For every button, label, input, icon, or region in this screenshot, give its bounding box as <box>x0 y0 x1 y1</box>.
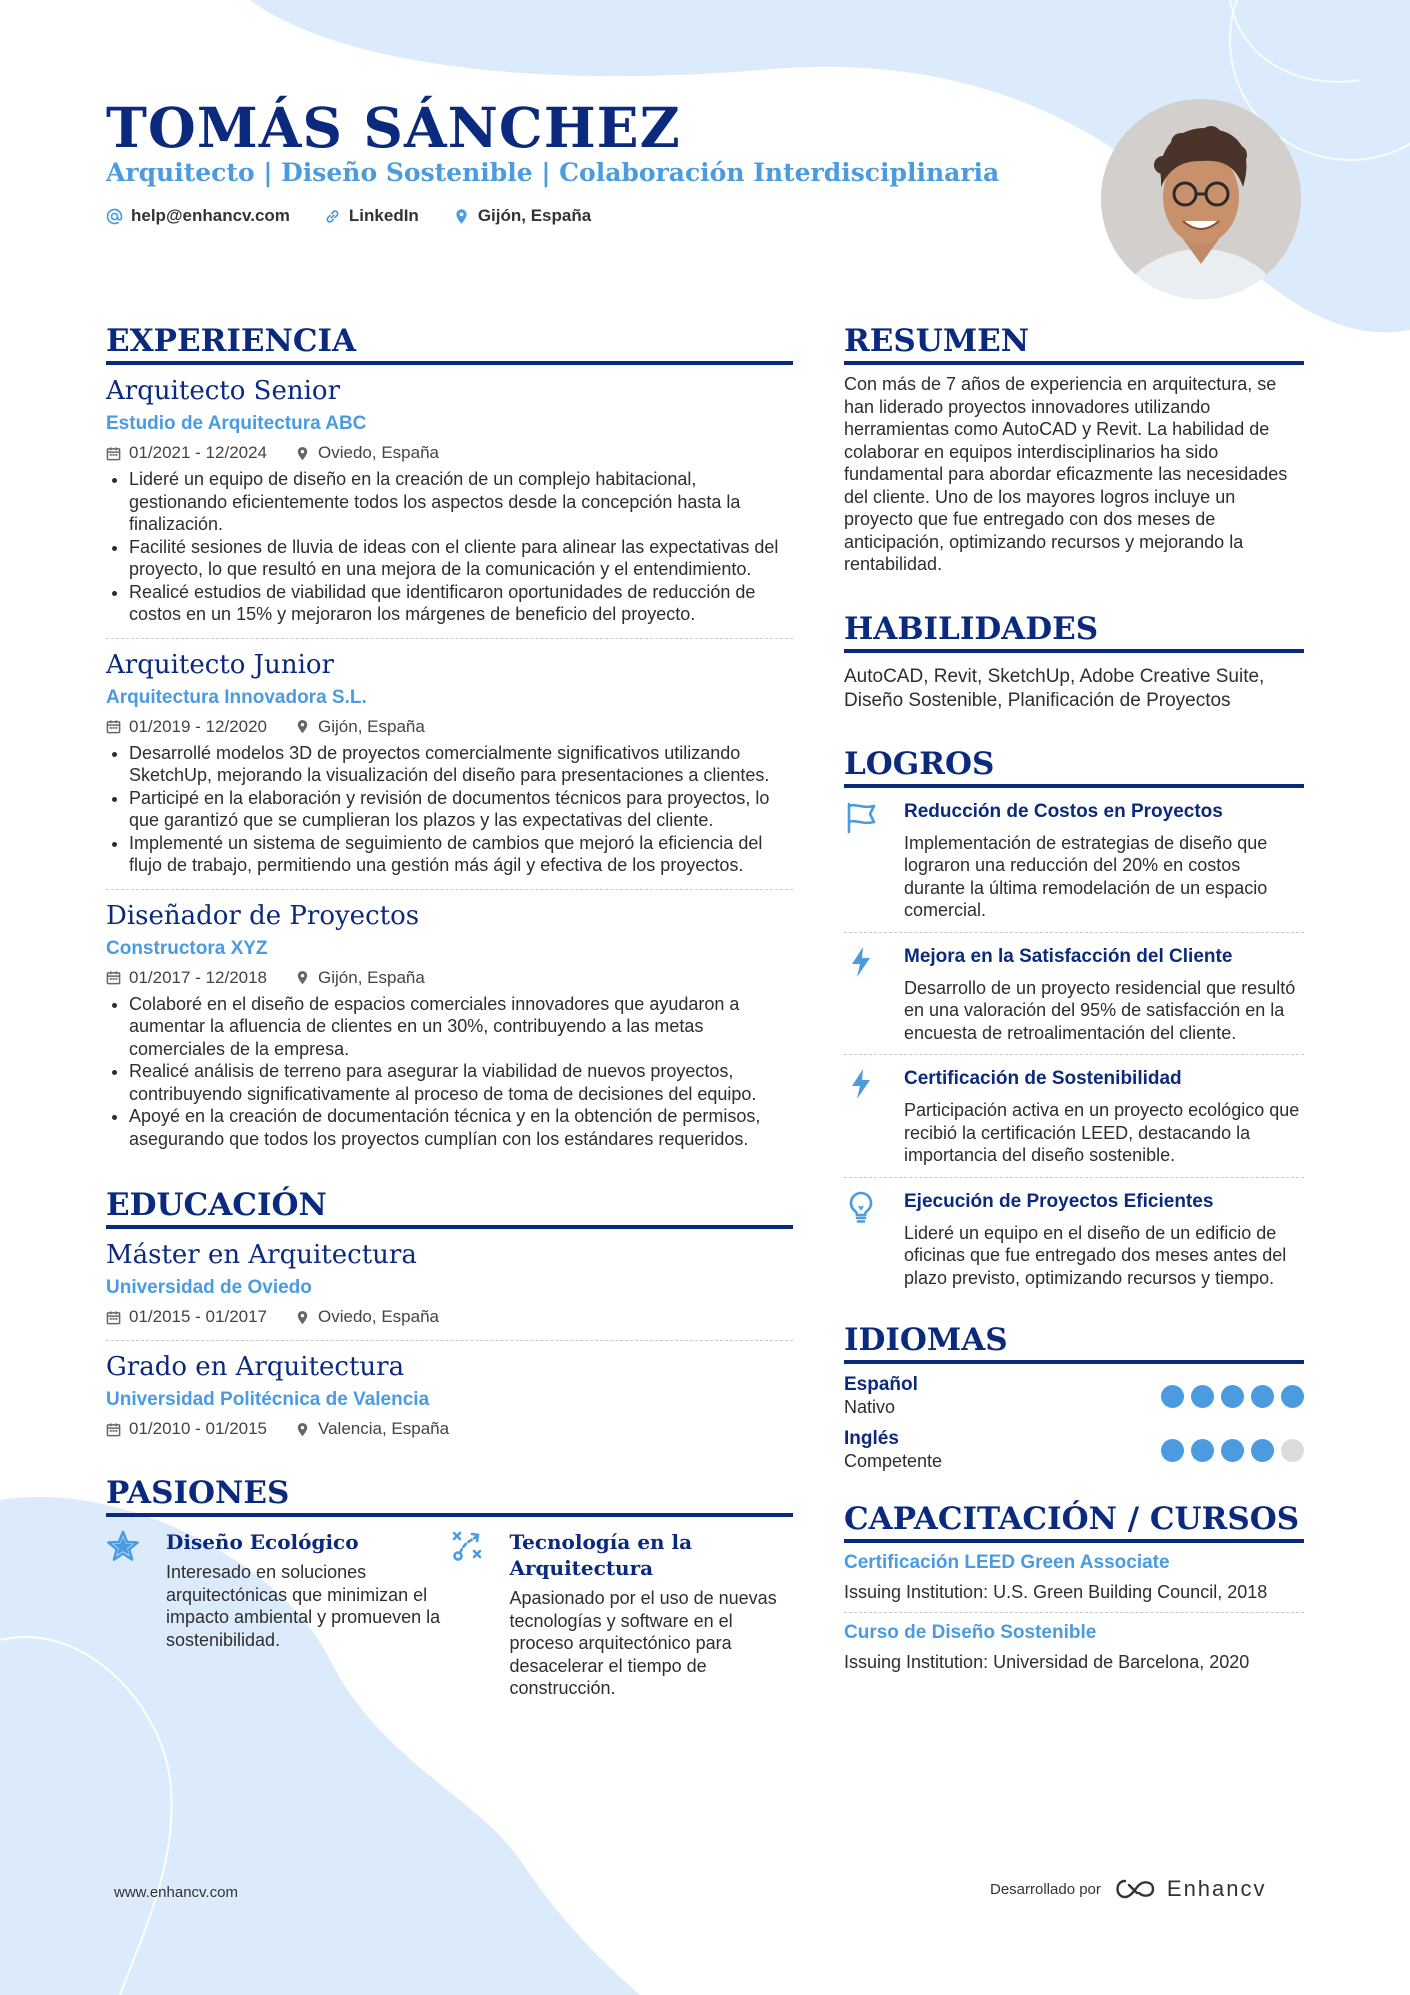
brand-name: Enhancv <box>1166 1876 1267 1901</box>
linkedin-text: LinkedIn <box>348 206 419 225</box>
language-rating <box>1161 1385 1304 1408</box>
job-dates: 01/2019 - 12/2020 <box>129 716 268 736</box>
achievement-item <box>844 1055 1304 1178</box>
calendar-icon <box>106 970 121 985</box>
bullet-list <box>106 742 793 877</box>
job-title: Diseñador de Proyectos <box>106 900 420 931</box>
email-text: help@enhancv.com <box>131 206 290 225</box>
experience-item <box>106 890 793 1163</box>
headline: Arquitecto | Diseño Sostenible | Colaboración Interdisciplinaria <box>106 158 1000 187</box>
rating-dot <box>1251 1439 1274 1462</box>
at-icon <box>106 208 123 225</box>
location-pin-icon <box>295 446 310 461</box>
strategy-icon <box>450 1529 484 1563</box>
passion-item <box>106 1529 450 1700</box>
experience-bullet: • Implementé un sistema de seguimiento de cambios que mejoró la eficiencia del flujo de trabajo, permitiendo una gestión más ágil y efectiva de los proyectos. <box>129 832 793 877</box>
experience-bullet: • Facilité sesiones de lluvia de ideas con el cliente para alinear las expectativas del proyecto, lo que resultó en una mejora de la comunicación y el entendimiento. <box>129 536 793 581</box>
experience-bullet: • Apoyé en la creación de documentación técnica y en la obtención de permisos, asegurando que todos los proyectos cumplían con los estándares requeridos. <box>129 1105 793 1150</box>
achievement-title: Mejora en la Satisfacción del Cliente <box>904 945 1233 967</box>
calendar-icon <box>106 719 121 734</box>
course-title: Certificación LEED Green Associate <box>844 1552 1170 1573</box>
experience-bullet: • Desarrollé modelos 3D de proyectos comercialmente significativos utilizando SketchUp, mejorando la visualización del diseño para presentaciones a clientes. <box>129 742 793 787</box>
footer-branding <box>990 1876 1267 1902</box>
education-dates: 01/2010 - 01/2015 <box>129 1419 268 1438</box>
achievement-title: Certificación de Sostenibilidad <box>904 1068 1182 1089</box>
passions-list <box>106 1529 793 1700</box>
achievement-desc: Participación activa en un proyecto ecológico que recibió la certificación LEED, destacando la importancia del diseño sostenible. <box>904 1100 1300 1165</box>
experience-item <box>106 365 793 639</box>
company-name: Estudio de Arquitectura ABC <box>106 413 367 434</box>
rating-dot <box>1281 1439 1304 1462</box>
education-location: Oviedo, España <box>318 1307 439 1326</box>
passion-desc: Interesado en soluciones arquitectónicas que minimizan el impacto ambiental y promueven la sostenibilidad. <box>166 1562 441 1650</box>
course-title: Curso de Diseño Sostenible <box>844 1622 1097 1643</box>
link-icon <box>324 208 341 225</box>
passion-title: Diseño Ecológico <box>166 1530 359 1554</box>
school-name: Universidad de Oviedo <box>106 1277 312 1298</box>
job-title: Arquitecto Junior <box>106 649 334 680</box>
experience-bullet: • Colaboré en el diseño de espacios comerciales innovadores que ayudaron a aumentar la afluencia de clientes en un 30%, contribuyendo a las metas comerciales de la empresa. <box>129 993 793 1061</box>
experience-item <box>106 639 793 890</box>
bullet-list <box>106 993 793 1151</box>
passions-heading: PASIONES <box>106 1474 793 1517</box>
school-name: Universidad Politécnica de Valencia <box>106 1389 430 1410</box>
education-meta <box>106 1306 793 1328</box>
contact-linkedin[interactable] <box>324 206 419 226</box>
language-level: Competente <box>844 1451 943 1471</box>
rating-dot <box>1191 1385 1214 1408</box>
job-location: Gijón, España <box>318 716 425 736</box>
footer-website[interactable]: www.enhancv.com <box>114 1884 238 1901</box>
achievement-item <box>844 933 1304 1056</box>
rating-dot <box>1281 1385 1304 1408</box>
lightbulb-icon <box>844 1190 878 1224</box>
contact-bar <box>106 206 591 226</box>
experience-heading: EXPERIENCIA <box>106 322 793 365</box>
achievement-title: Reducción de Costos en Proyectos <box>904 800 1223 822</box>
skills-text: AutoCAD, Revit, SketchUp, Adobe Creative Suite, Diseño Sostenible, Planificación de Proyectos <box>844 665 1265 711</box>
rating-dot <box>1161 1385 1184 1408</box>
left-column <box>106 322 793 1700</box>
location-pin-icon <box>295 719 310 734</box>
location-pin-icon <box>453 208 470 225</box>
location-pin-icon <box>295 970 310 985</box>
achievement-desc: Implementación de estrategias de diseño que lograron una reducción del 20% en costos durante la última remodelación de un espacio comercial. <box>904 832 1268 920</box>
rating-dot <box>1221 1385 1244 1408</box>
job-location: Oviedo, España <box>318 443 439 462</box>
flag-icon <box>844 800 878 834</box>
enhancv-logo-icon <box>1111 1877 1157 1901</box>
job-meta <box>106 442 793 464</box>
experience-bullet: • Realicé análisis de terreno para asegurar la viabilidad de nuevos proyectos, contribuyendo significativamente al proceso de toma de decisiones del equipo. <box>129 1060 793 1105</box>
summary-text: Con más de 7 años de experiencia en arquitectura, se han liderado proyectos innovadores utilizando herramientas como AutoCAD y Revit. La habilidad de colaborar en equipos interdisciplinarios ha sido fundamental para abordar eficazmente las necesidades del cliente. Uno de los mayores logros incluye un proyecto que fue entregado con dos meses de anticipación, optimizando recursos y mejorando la rentabilidad. <box>844 374 1288 574</box>
education-item <box>106 1341 793 1452</box>
course-institution: Issuing Institution: U.S. Green Building Council, 2018 <box>844 1582 1268 1602</box>
achievement-desc: Desarrollo de un proyecto residencial que resultó en una valoración del 95% de satisfacción en la encuesta de retroalimentación del cliente. <box>904 977 1296 1043</box>
job-title: Arquitecto Senior <box>106 376 341 406</box>
contact-location <box>453 206 591 226</box>
achievement-title: Ejecución de Proyectos Eficientes <box>904 1190 1214 1212</box>
location-pin-icon <box>295 1310 310 1325</box>
achievement-desc: Lideré un equipo en el diseño de un edificio de oficinas que fue entregado dos meses antes del plazo previsto, optimizando recursos y tiempo. <box>904 1222 1287 1288</box>
rating-dot <box>1251 1385 1274 1408</box>
job-meta <box>106 716 793 738</box>
language-item <box>844 1428 1304 1472</box>
job-dates: 01/2021 - 12/2024 <box>129 443 268 462</box>
job-location: Gijón, España <box>318 967 425 987</box>
rating-dot <box>1161 1439 1184 1462</box>
skills-heading: HABILIDADES <box>844 610 1304 653</box>
courses-list <box>844 1543 1304 1682</box>
education-location: Valencia, España <box>318 1419 450 1438</box>
star-icon <box>106 1529 140 1563</box>
company-name: Constructora XYZ <box>106 937 268 959</box>
experience-bullet: • Realicé estudios de viabilidad que identificaron oportunidades de reducción de costos en un 15% y mejoraron los márgenes de beneficio del proyecto. <box>129 581 793 626</box>
course-item <box>844 1613 1304 1682</box>
experience-bullet: • Participé en la elaboración y revisión de documentos técnicos para proyectos, lo que garantizó que se cumplieran los plazos y las expectativas del cliente. <box>129 787 793 832</box>
degree-title: Grado en Arquitectura <box>106 1352 405 1382</box>
calendar-icon <box>106 1422 121 1437</box>
contact-email[interactable] <box>106 206 290 226</box>
language-item <box>844 1374 1304 1418</box>
education-dates: 01/2015 - 01/2017 <box>129 1307 268 1326</box>
achievement-item <box>844 1178 1304 1300</box>
location-text: Gijón, España <box>477 206 592 225</box>
achievements-list <box>844 788 1304 1300</box>
bullet-list <box>106 468 793 626</box>
education-item <box>106 1229 793 1341</box>
passion-item <box>450 1529 794 1700</box>
profile-photo <box>1101 99 1301 299</box>
job-meta <box>106 967 793 989</box>
languages-list <box>844 1374 1304 1472</box>
experience-list <box>106 365 793 1162</box>
lightning-icon <box>844 1067 878 1101</box>
language-level: Nativo <box>844 1397 896 1417</box>
language-rating <box>1161 1439 1304 1462</box>
passion-title: Tecnología en la Arquitectura <box>509 1530 693 1580</box>
calendar-icon <box>106 1310 121 1325</box>
candidate-name: TOMÁS SÁNCHEZ <box>106 95 681 160</box>
company-name: Arquitectura Innovadora S.L. <box>106 686 367 708</box>
location-pin-icon <box>295 1422 310 1437</box>
language-name: Inglés <box>844 1428 899 1449</box>
powered-by-label: Desarrollado por <box>990 1880 1101 1898</box>
education-meta <box>106 1418 793 1440</box>
summary-heading: RESUMEN <box>844 322 1304 365</box>
rating-dot <box>1221 1439 1244 1462</box>
courses-heading: CAPACITACIÓN / CURSOS <box>844 1500 1304 1543</box>
language-name: Español <box>844 1374 918 1395</box>
calendar-icon <box>106 446 121 461</box>
education-list <box>106 1229 793 1452</box>
job-dates: 01/2017 - 12/2018 <box>129 967 268 987</box>
course-item <box>844 1543 1304 1613</box>
education-heading: EDUCACIÓN <box>106 1186 793 1229</box>
course-institution: Issuing Institution: Universidad de Barcelona, 2020 <box>844 1652 1250 1672</box>
rating-dot <box>1191 1439 1214 1462</box>
achievement-item <box>844 788 1304 933</box>
right-column <box>844 322 1304 1682</box>
languages-heading: IDIOMAS <box>844 1321 1304 1364</box>
experience-bullet: • Lideré un equipo de diseño en la creación de un complejo habitacional, gestionando eficientemente todos los aspectos desde la concepción hasta la finalización. <box>129 468 793 536</box>
lightning-icon <box>844 945 878 979</box>
passion-desc: Apasionado por el uso de nuevas tecnologías y software en el proceso arquitectónico para desacelerar el tiempo de construcción. <box>509 1588 777 1698</box>
achievements-heading: LOGROS <box>844 745 1304 788</box>
degree-title: Máster en Arquitectura <box>106 1240 417 1270</box>
